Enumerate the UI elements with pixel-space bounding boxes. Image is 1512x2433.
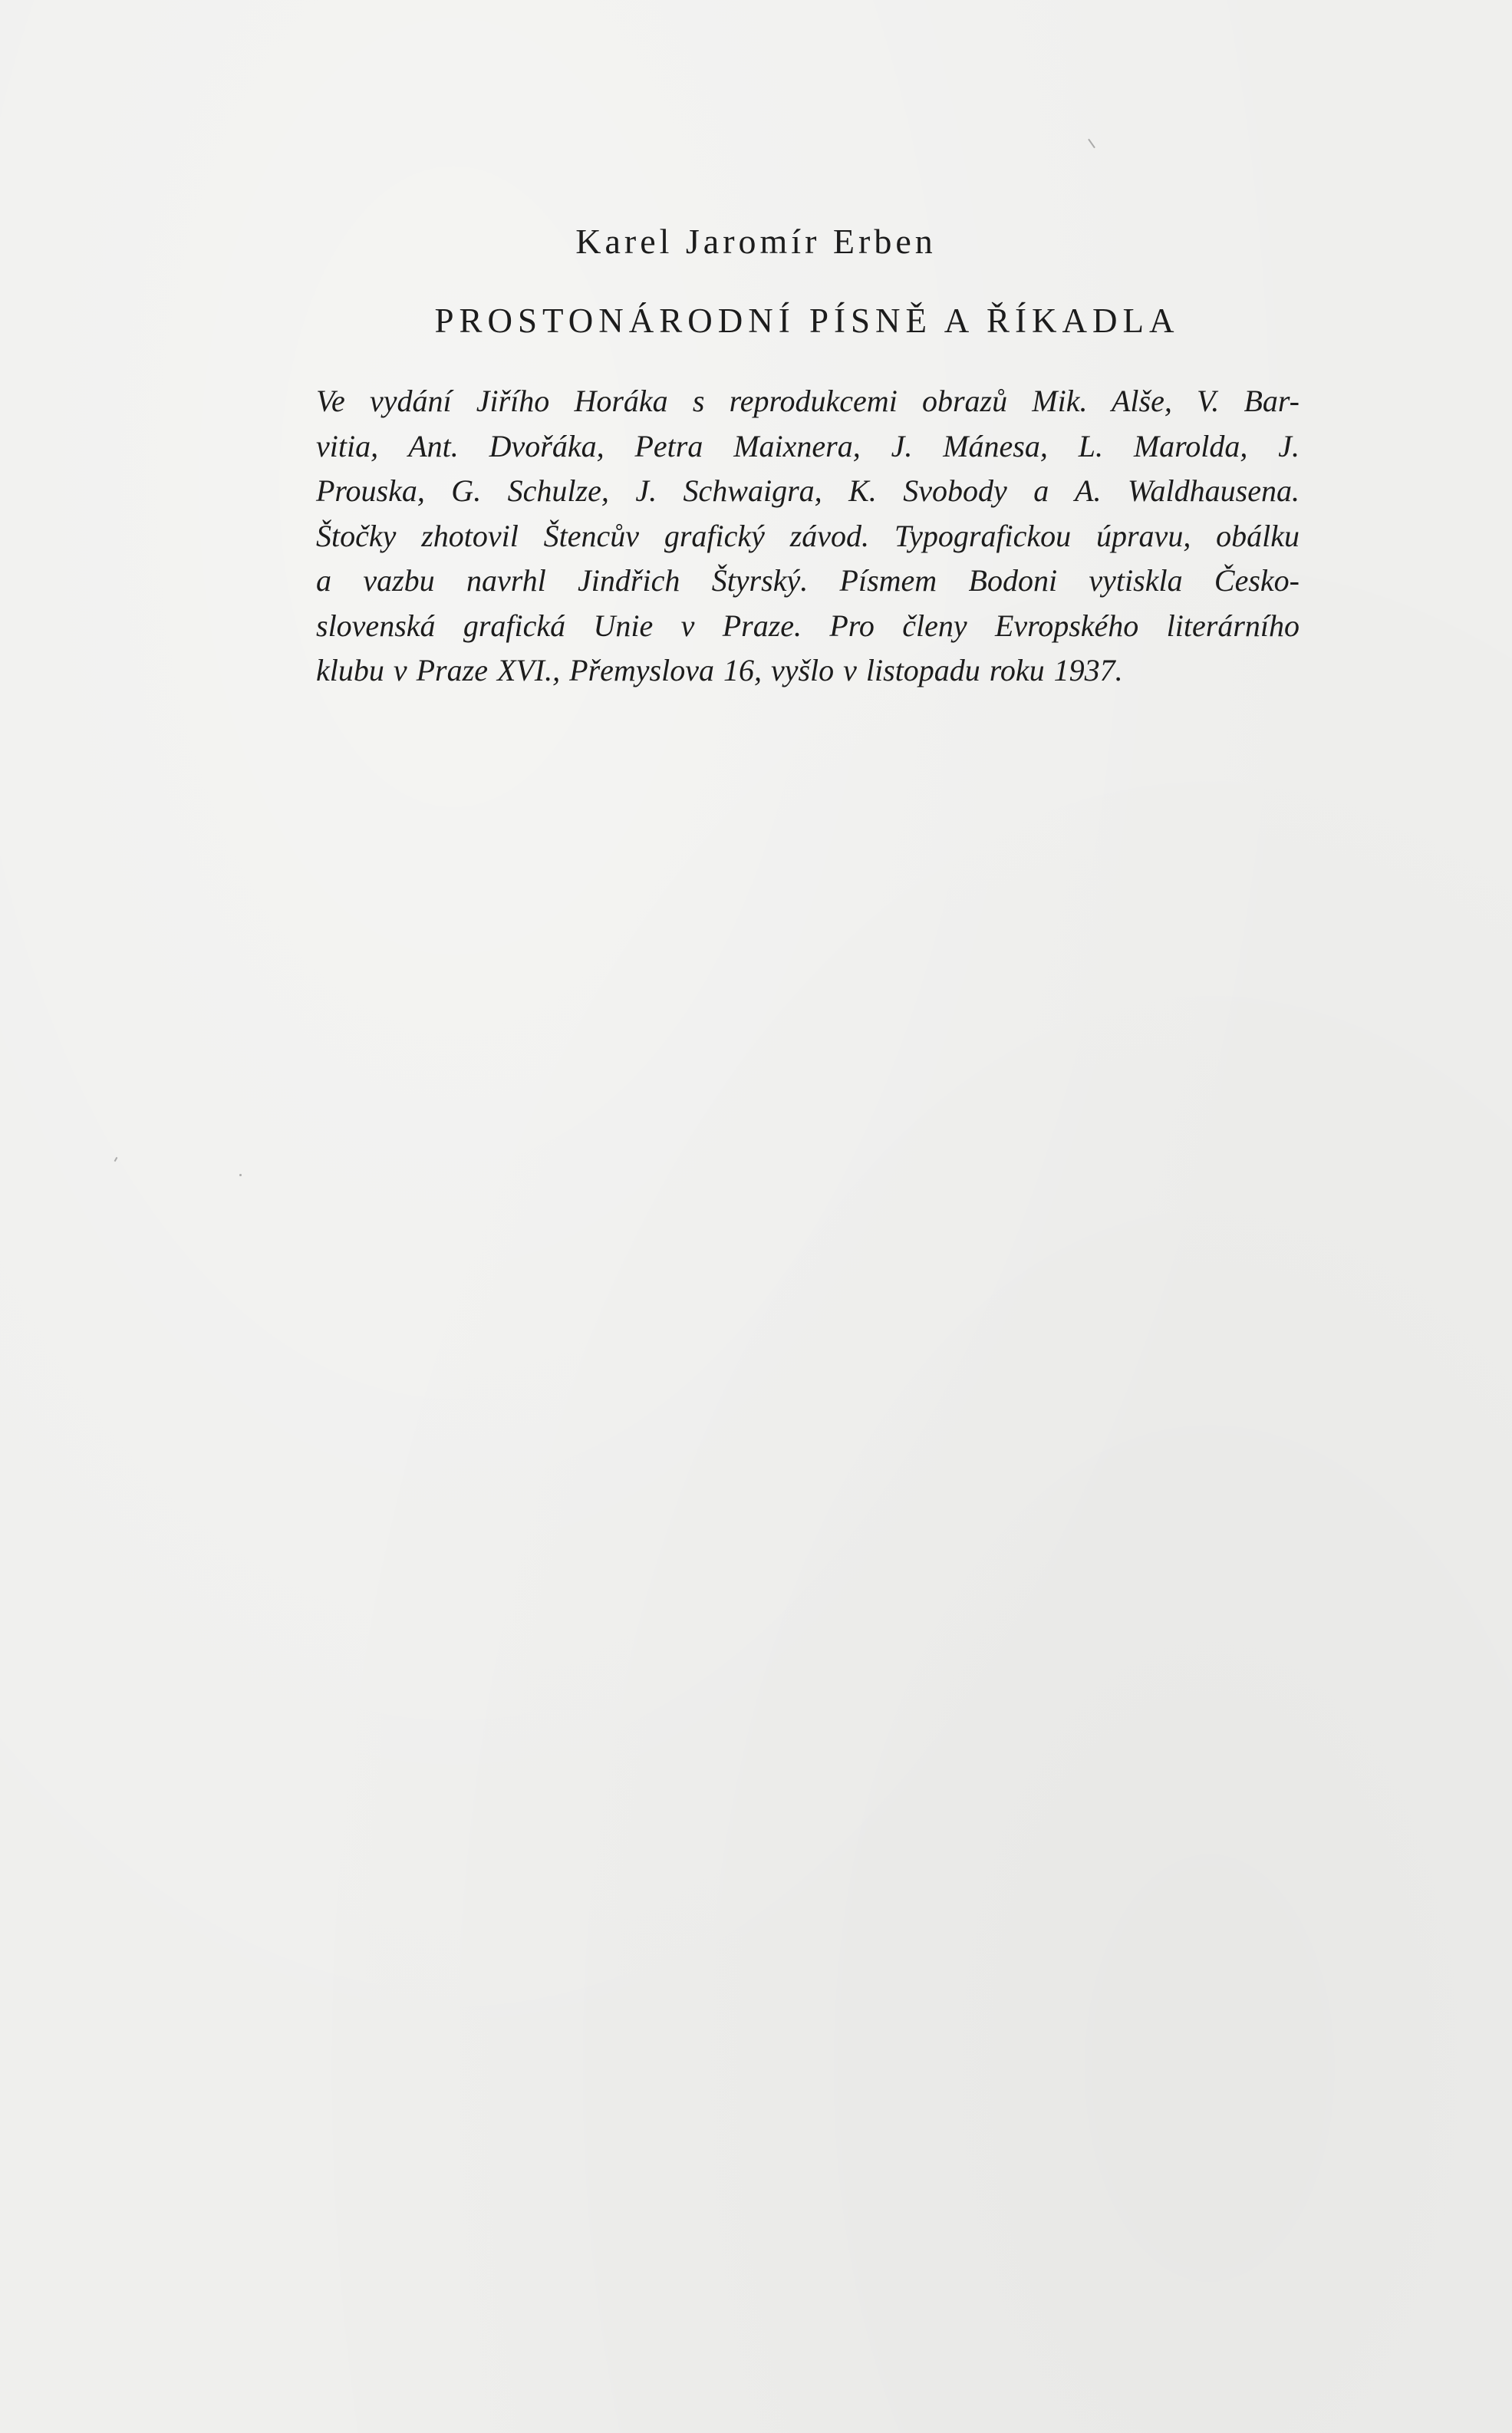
paper-speck [239,1174,242,1176]
colophon-line: a vazbu navrhl Jindřich Štyrský. Písmem Bodoni vytiskla Česko- [316,563,1300,598]
colophon-line: klubu v Praze XVI., Přemyslova 16, vyšlo v listopadu roku 1937. [316,653,1123,687]
colophon-line: Štočky zhotovil Štencův grafický závod. Typografickou úpravu, obálku [316,518,1300,553]
colophon-line: slovenská grafická Unie v Praze. Pro členy Evropského literárního [316,608,1300,643]
paper-speck [1088,139,1095,149]
colophon-line: Ve vydání Jiřího Horáka s reprodukcemi obrazů Mik. Alše, V. Bar- [316,384,1300,418]
author-name: Karel Jaromír Erben [575,222,937,261]
paper-speck [114,1157,118,1162]
colophon-paragraph [316,379,1300,694]
book-title: PROSTONÁRODNÍ PÍSNĚ A ŘÍKADLA [434,302,1180,340]
colophon-line: vitia, Ant. Dvořáka, Petra Maixnera, J. Mánesa, L. Marolda, J. [316,428,1300,463]
colophon-line: Prouska, G. Schulze, J. Schwaigra, K. Svobody a A. Waldhausena. [316,473,1300,508]
